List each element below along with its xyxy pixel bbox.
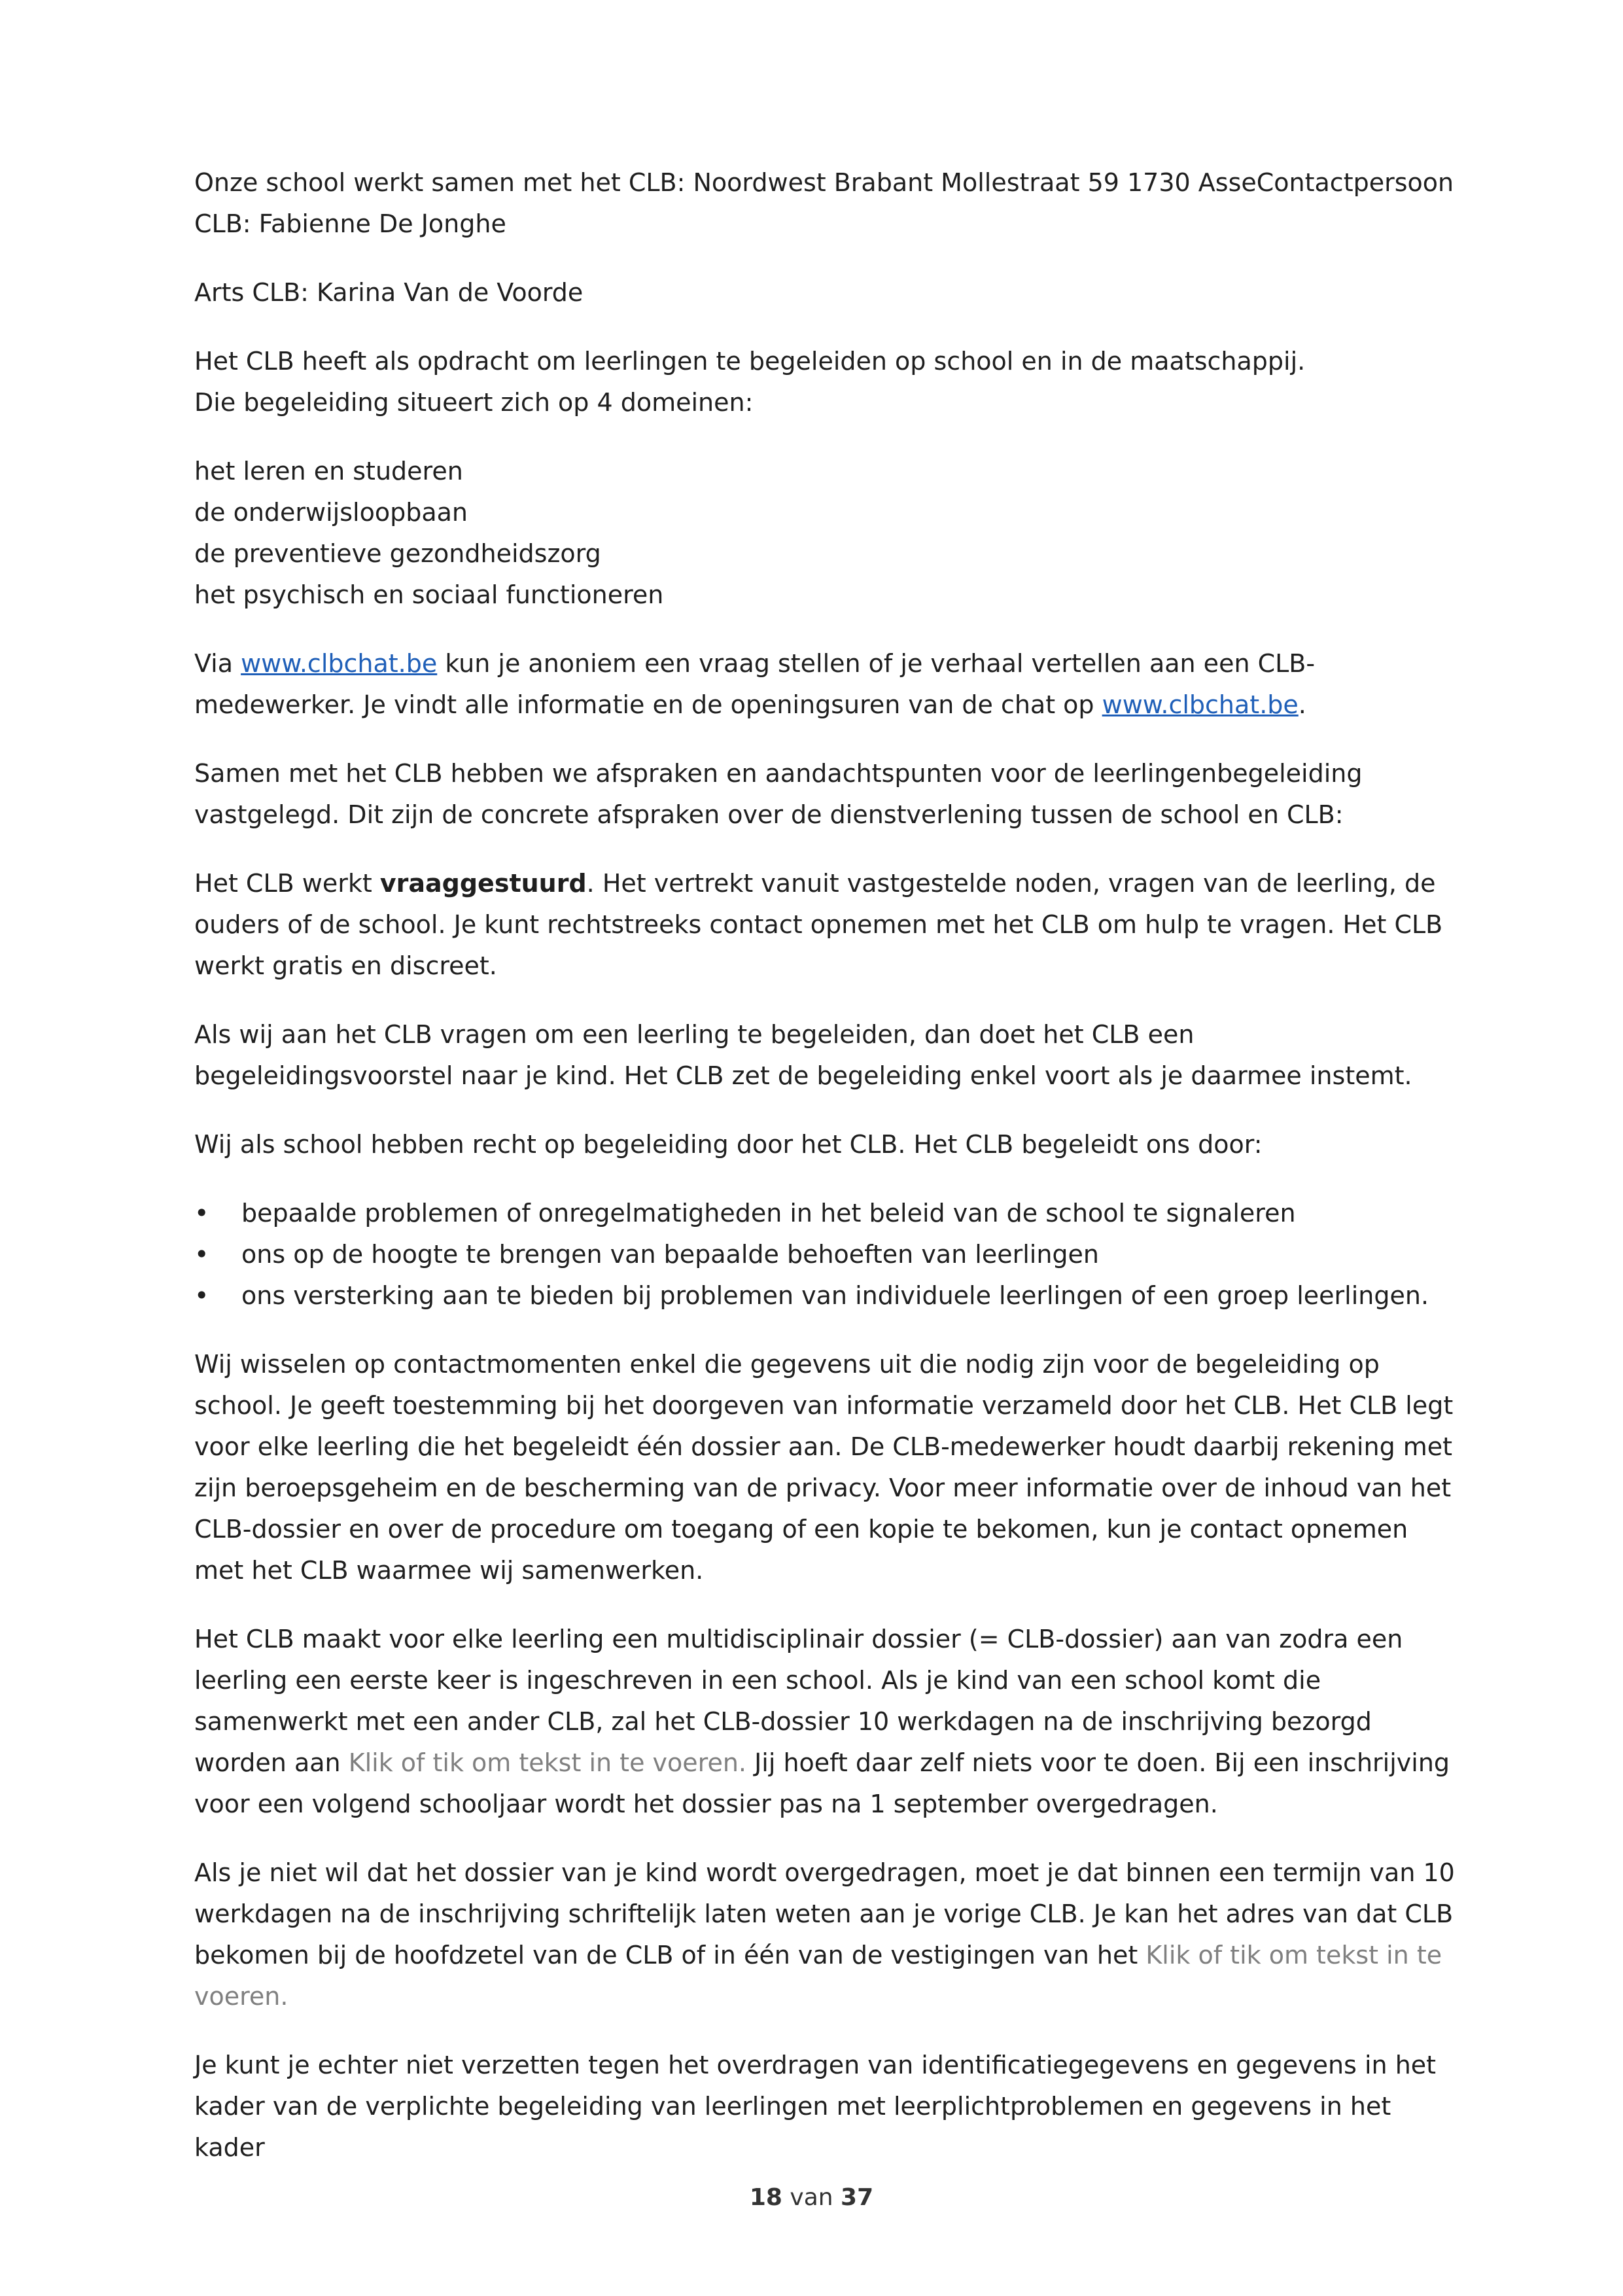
arts-paragraph: Arts CLB: Karina Van de Voorde [194,278,584,307]
clbchat-link[interactable]: www.clbchat.be [241,649,438,678]
domain-item: het psychisch en sociaal functioneren [194,580,664,609]
demand-paragraph [194,863,1457,987]
rights-paragraph: Wij als school hebben recht op begeleiding door het CLB. Het CLB begeleidt ons door: [194,1130,1263,1159]
mission-line-1: Het CLB heeft als opdracht om leerlingen te begeleiden op school en in de maatschappij. [194,347,1306,376]
dossier-paragraph [194,1619,1457,1825]
chat-text-2: kun je anoniem een vraag stellen of je verhaal vertellen aan een CLB-medewerker. Je vindt alle informatie en de openingsuren van de chat op [194,649,1316,719]
intro-paragraph [194,162,1457,245]
rights-list [194,1193,1457,1316]
proposal-paragraph: Als wij aan het CLB vragen om een leerling te begeleiden, dan doet het CLB een begeleidingsvoorstel naar je kind. Het CLB zet de begeleiding enkel voort als je daarmee instemt. [194,1020,1412,1090]
page-separator: van [782,2184,841,2211]
bullet-icon: • [194,1281,209,1310]
domain-item: de onderwijsloopbaan [194,498,468,527]
transfer-text-1: Als je niet wil dat het dossier van je kind wordt overgedragen, moet je dat binnen een termijn van 10 werkdagen na de inschrijving schriftelijk laten weten aan je vorige CLB. Je kan het adres van dat CLB bekomen bij de hoofdzetel van de CLB of in één van de vestigingen van het [194,1858,1455,1969]
page-footer [0,2184,1623,2211]
intro-line-2: CLB: Fabienne De Jonghe [194,209,506,238]
document-body [194,162,1457,2196]
bullet-icon: • [194,1199,209,1227]
mission-paragraph [194,341,1457,423]
exchange-paragraph: Wij wisselen op contactmomenten enkel die gegevens uit die nodig zijn voor de begeleiding op school. Je geeft toestemming bij het doorgeven van informatie verzameld door het CLB. Het CLB legt voor elke leerling die het begeleidt één dossier aan. De CLB-medewerker houdt daarbij rekening met zijn beroepsgeheim en de bescherming van de privacy. Voor meer informatie over de inhoud van het CLB-dossier en over de procedure om toegang of een kopie te bekomen, kun je contact opnemen met het CLB waarmee wij samenwerken. [194,1350,1454,1585]
objection-paragraph: Je kunt je echter niet verzetten tegen het overdragen van identificatiegegevens en gegevens in het kader van de verplichte begeleiding van leerlingen met leerplichtproblemen en gegevens in het kader [194,2051,1437,2162]
demand-bold: vraaggestuurd [379,869,587,898]
list-item-text: ons versterking aan te bieden bij problemen van individuele leerlingen of een groep leerlingen. [241,1281,1429,1310]
demand-text-2: . Het vertrekt vanuit vastgestelde noden, vragen van de leerling, de ouders of de school. Je kunt rechtstreeks contact opnemen met het CLB om hulp te vragen. Het CLB werkt gratis en discreet. [194,869,1443,980]
bullet-icon: • [194,1240,209,1269]
placeholder-field-2[interactable]: Klik of tik om tekst in te voeren. [194,1941,1442,2011]
agreements-paragraph: Samen met het CLB hebben we afspraken en aandachtspunten voor de leerlingenbegeleiding vastgelegd. Dit zijn de concrete afspraken over de dienstverlening tussen de school en CLB: [194,759,1363,829]
placeholder-field[interactable]: Klik of tik om tekst in te voeren. [348,1748,746,1777]
list-item [194,1234,1457,1275]
mission-line-2: Die begeleiding situeert zich op 4 domeinen: [194,388,754,417]
dossier-text-1: Het CLB maakt voor elke leerling een multidisciplinair dossier (= CLB-dossier) aan van zodra een leerling een eerste keer is ingeschreven in een school. Als je kind van een school komt die samenwerkt met een ander CLB, zal het CLB-dossier 10 werkdagen na de inschrijving bezorgd worden aan [194,1625,1403,1777]
clbchat-link-2[interactable]: www.clbchat.be [1102,690,1299,719]
list-item-text: bepaalde problemen of onregelmatigheden in het beleid van de school te signaleren [241,1199,1296,1227]
domain-item: de preventieve gezondheidszorg [194,539,601,568]
chat-text-1: Via [194,649,241,678]
list-item [194,1193,1457,1234]
intro-line-1: Onze school werkt samen met het CLB: Noordwest Brabant Mollestraat 59 1730 AsseContactpersoon [194,168,1454,197]
domain-item: het leren en studeren [194,457,463,486]
demand-text-1: Het CLB werkt [194,869,380,898]
transfer-paragraph [194,1852,1457,2017]
list-item [194,1275,1457,1316]
chat-paragraph [194,643,1457,726]
chat-text-3: . [1298,690,1306,719]
page-total: 37 [841,2184,874,2211]
dossier-text-2: Jij hoeft daar zelf niets voor te doen. Bij een inschrijving voor een volgend schooljaar wordt het dossier pas na 1 september overgedragen. [194,1748,1450,1818]
list-item-text: ons op de hoogte te brengen van bepaalde behoeften van leerlingen [241,1240,1099,1269]
domains-list [194,451,1457,616]
page-number: 18 [749,2184,782,2211]
